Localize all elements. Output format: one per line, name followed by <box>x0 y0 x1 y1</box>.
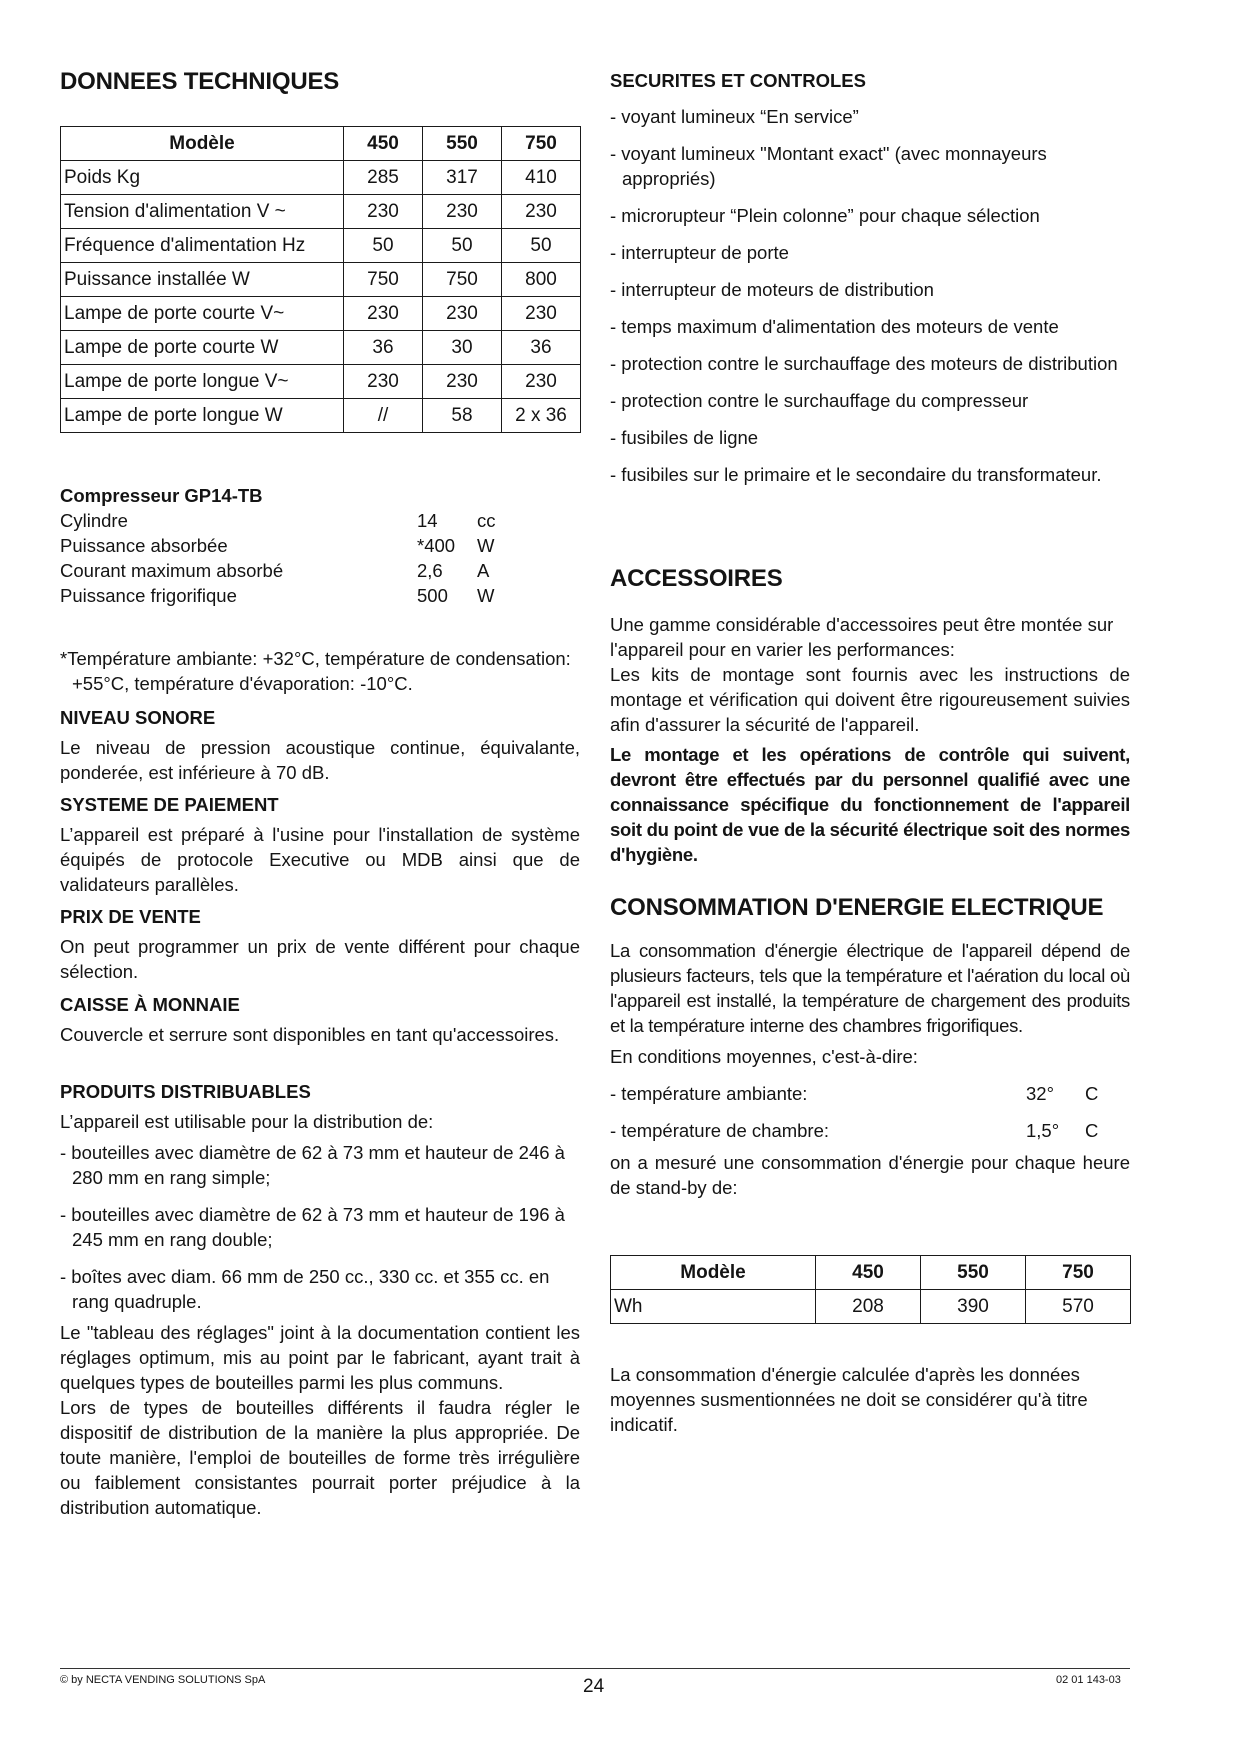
cell-value: 58 <box>423 399 502 433</box>
cell-value: 230 <box>423 195 502 229</box>
page-number: 24 <box>583 1676 605 1697</box>
table-row <box>61 263 581 297</box>
cell-value: 230 <box>502 297 581 331</box>
header-cell: 750 <box>1026 1256 1131 1290</box>
cell-value: 230 <box>502 365 581 399</box>
condition-label: - température ambiante: <box>610 1083 808 1104</box>
consommation-para: En conditions moyennes, c'est-à-dire: <box>610 1046 918 1067</box>
compressor-title: Compresseur GP14-TB <box>60 485 263 506</box>
compressor-label: Cylindre <box>60 510 128 531</box>
list-item: - protection contre le surchauffage des moteurs de distribution <box>610 353 1118 374</box>
consommation-note: La consommation d'énergie calculée d'après les données moyennes susmentionnées ne doit se considérer qu'à titre indicatif. <box>610 1364 1088 1435</box>
consommation-para: on a mesuré une consommation d'énergie pour chaque heure de stand-by de: <box>610 1152 1130 1198</box>
list-item: - interrupteur de moteurs de distribution <box>610 279 934 300</box>
table-row <box>61 331 581 365</box>
cell-value: 50 <box>423 229 502 263</box>
compressor-label: Puissance frigorifique <box>60 585 237 606</box>
niveau-sonore-text: Le niveau de pression acoustique continue, équivalante, ponderée, est inférieure à 70 dB. <box>60 737 580 783</box>
cell-value: 230 <box>423 297 502 331</box>
accessoires-body <box>610 612 1130 867</box>
cell-value: 230 <box>344 297 423 331</box>
compressor-block <box>60 484 580 608</box>
cell-value: 230 <box>502 195 581 229</box>
cell-value: 50 <box>502 229 581 263</box>
list-item: - bouteilles avec diamètre de 62 à 73 mm et hauteur de 246 à 280 mm en rang simple; <box>60 1142 565 1188</box>
cell-value: 750 <box>344 263 423 297</box>
consommation-body <box>610 938 1130 1200</box>
condition-value: 32° <box>1026 1083 1054 1104</box>
header-cell: Modèle <box>61 127 344 161</box>
section-title-produits: PRODUITS DISTRIBUABLES <box>60 1081 311 1102</box>
cell-value: 410 <box>502 161 581 195</box>
compressor-unit: W <box>477 535 495 556</box>
specs-table-header <box>61 127 581 161</box>
row-label: Tension d'alimentation V ~ <box>61 195 344 229</box>
compressor-row <box>60 508 580 533</box>
section-title-prix: PRIX DE VENTE <box>60 906 201 927</box>
cell-value: 50 <box>344 229 423 263</box>
prix-text: On peut programmer un prix de vente différent pour chaque sélection. <box>60 936 580 982</box>
header-cell: 550 <box>921 1256 1026 1290</box>
row-label: Puissance installée W <box>61 263 344 297</box>
header-cell: 550 <box>423 127 502 161</box>
cell-value: 208 <box>816 1290 921 1324</box>
row-label: Lampe de porte longue W <box>61 399 344 433</box>
table-row <box>61 399 581 433</box>
cell-value: 2 x 36 <box>502 399 581 433</box>
table-row <box>61 229 581 263</box>
compressor-unit: A <box>477 560 490 581</box>
compressor-unit: cc <box>477 510 496 531</box>
compressor-unit: W <box>477 585 495 606</box>
paiement-section <box>60 793 580 897</box>
cell-value: 317 <box>423 161 502 195</box>
left-column <box>60 0 580 1518</box>
list-item: - bouteilles avec diamètre de 62 à 73 mm et hauteur de 196 à 245 mm en rang double; <box>60 1204 565 1250</box>
compressor-note: *Température ambiante: +32°C, température de condensation: +55°C, température d'évaporation: -10°C. <box>60 648 571 694</box>
prix-section <box>60 905 580 984</box>
condition-row <box>610 1118 1130 1143</box>
table-row <box>611 1290 1131 1324</box>
section-title-caisse: CAISSE À MONNAIE <box>60 994 240 1015</box>
cell-value: 750 <box>423 263 502 297</box>
section-title-paiement: SYSTEME DE PAIEMENT <box>60 794 279 815</box>
table-row <box>61 365 581 399</box>
cell-value: // <box>344 399 423 433</box>
compressor-value: 14 <box>417 510 438 531</box>
cell-value: 230 <box>423 365 502 399</box>
list-item: - voyant lumineux "Montant exact" (avec monnayeurs appropriés) <box>610 143 1047 189</box>
list-item: - microrupteur “Plein colonne” pour chaque sélection <box>610 205 1040 226</box>
produits-para: Le "tableau des réglages" joint à la documentation contient les réglages optimum, mis au point par le fabricant, ayant trait à quelques types de bouteilles parmi les plus communs. <box>60 1322 580 1393</box>
header-cell: 450 <box>344 127 423 161</box>
accessoires-warning: Le montage et les opérations de contrôle qui suivent, devront être effectués par du personnel qualifié avec une connaissance spécifique du fonctionnement de l'appareil soit du point de vue de la sécurité électrique soit des normes d'hygiène. <box>610 744 1130 865</box>
cell-value: 30 <box>423 331 502 365</box>
cell-value: 570 <box>1026 1290 1131 1324</box>
header-cell: 450 <box>816 1256 921 1290</box>
row-label: Fréquence d'alimentation Hz <box>61 229 344 263</box>
compressor-row <box>60 583 580 608</box>
list-item: - voyant lumineux “En service” <box>610 106 859 127</box>
table-row <box>61 297 581 331</box>
condition-label: - température de chambre: <box>610 1120 830 1141</box>
caisse-section <box>60 993 580 1047</box>
row-label: Lampe de porte courte V~ <box>61 297 344 331</box>
cell-value: 285 <box>344 161 423 195</box>
consommation-para: La consommation d'énergie électrique de l'appareil dépend de plusieurs facteurs, tels que la température et l'aération du local où l'appareil est installé, la température de chargement des produits et la température interne des chambres frigorifiques. <box>610 940 1130 1036</box>
footer-divider <box>60 1668 1130 1669</box>
cell-value: 390 <box>921 1290 1026 1324</box>
list-item: - protection contre le surchauffage du compresseur <box>610 390 1029 411</box>
list-item: - fusibiles sur le primaire et le secondaire du transformateur. <box>610 464 1102 485</box>
caisse-text: Couvercle et serrure sont disponibles en tant qu'accessoires. <box>60 1024 560 1045</box>
list-item: - temps maximum d'alimentation des moteurs de vente <box>610 316 1059 337</box>
produits-intro: L’appareil est utilisable pour la distribution de: <box>60 1111 434 1132</box>
specs-table <box>60 126 581 433</box>
consumption-table <box>610 1255 1131 1324</box>
section-title-accessoires: ACCESSOIRES <box>610 565 783 592</box>
compressor-row <box>60 533 580 558</box>
section-title-consommation: CONSOMMATION D'ENERGIE ELECTRIQUE <box>610 894 1104 921</box>
header-cell: 750 <box>502 127 581 161</box>
niveau-sonore-section <box>60 706 580 785</box>
section-title-niveau-sonore: NIVEAU SONORE <box>60 707 216 728</box>
row-label: Lampe de porte longue V~ <box>61 365 344 399</box>
cell-value: 230 <box>344 365 423 399</box>
produits-section <box>60 1080 580 1520</box>
table-row <box>61 195 581 229</box>
footer-copyright: © by NECTA VENDING SOLUTIONS SpA <box>60 1674 266 1686</box>
compressor-label: Courant maximum absorbé <box>60 560 284 581</box>
produits-para: Lors de types de bouteilles différents il faudra régler le dispositif de distribution de la manière la plus appropriée. De toute manière, l'emploi de bouteilles de forme très irrégulière ou faiblement consistantes pourrait porter préjudice à la distribution automatique. <box>60 1397 580 1518</box>
row-label: Poids Kg <box>61 161 344 195</box>
cell-value: 230 <box>344 195 423 229</box>
section-title-securites: SECURITES ET CONTROLES <box>610 70 866 91</box>
cell-value: 800 <box>502 263 581 297</box>
accessoires-para: Une gamme considérable d'accessoires peut être montée sur l'appareil pour en varier les performances: <box>610 614 1114 660</box>
securites-section <box>610 69 1130 487</box>
compressor-row <box>60 558 580 583</box>
row-label: Lampe de porte courte W <box>61 331 344 365</box>
list-item: - fusibiles de ligne <box>610 427 759 448</box>
row-label: Wh <box>611 1290 816 1324</box>
consumption-table-header <box>611 1256 1131 1290</box>
list-item: - boîtes avec diam. 66 mm de 250 cc., 330 cc. et 355 cc. en rang quadruple. <box>60 1266 550 1312</box>
condition-unit: C <box>1085 1120 1099 1141</box>
compressor-label: Puissance absorbée <box>60 535 228 556</box>
header-cell: Modèle <box>611 1256 816 1290</box>
compressor-value: *400 <box>417 535 456 556</box>
section-title-donnees-techniques: DONNEES TECHNIQUES <box>60 68 340 95</box>
condition-row <box>610 1081 1130 1106</box>
condition-unit: C <box>1085 1083 1099 1104</box>
cell-value: 36 <box>502 331 581 365</box>
compressor-value: 500 <box>417 585 448 606</box>
condition-value: 1,5° <box>1026 1120 1060 1141</box>
compressor-value: 2,6 <box>417 560 443 581</box>
accessoires-para: Les kits de montage sont fournis avec les instructions de montage et vérification qui doivent être rigoureusement suivies afin d'assurer la sécurité de l'appareil. <box>610 664 1130 735</box>
cell-value: 36 <box>344 331 423 365</box>
table-row <box>61 161 581 195</box>
list-item: - interrupteur de porte <box>610 242 789 263</box>
document-code: 02 01 143-03 <box>1056 1674 1121 1686</box>
paiement-text: L’appareil est préparé à l'usine pour l'installation de système équipés de protocole Executive ou MDB ainsi que de validateurs parallèles. <box>60 824 580 895</box>
